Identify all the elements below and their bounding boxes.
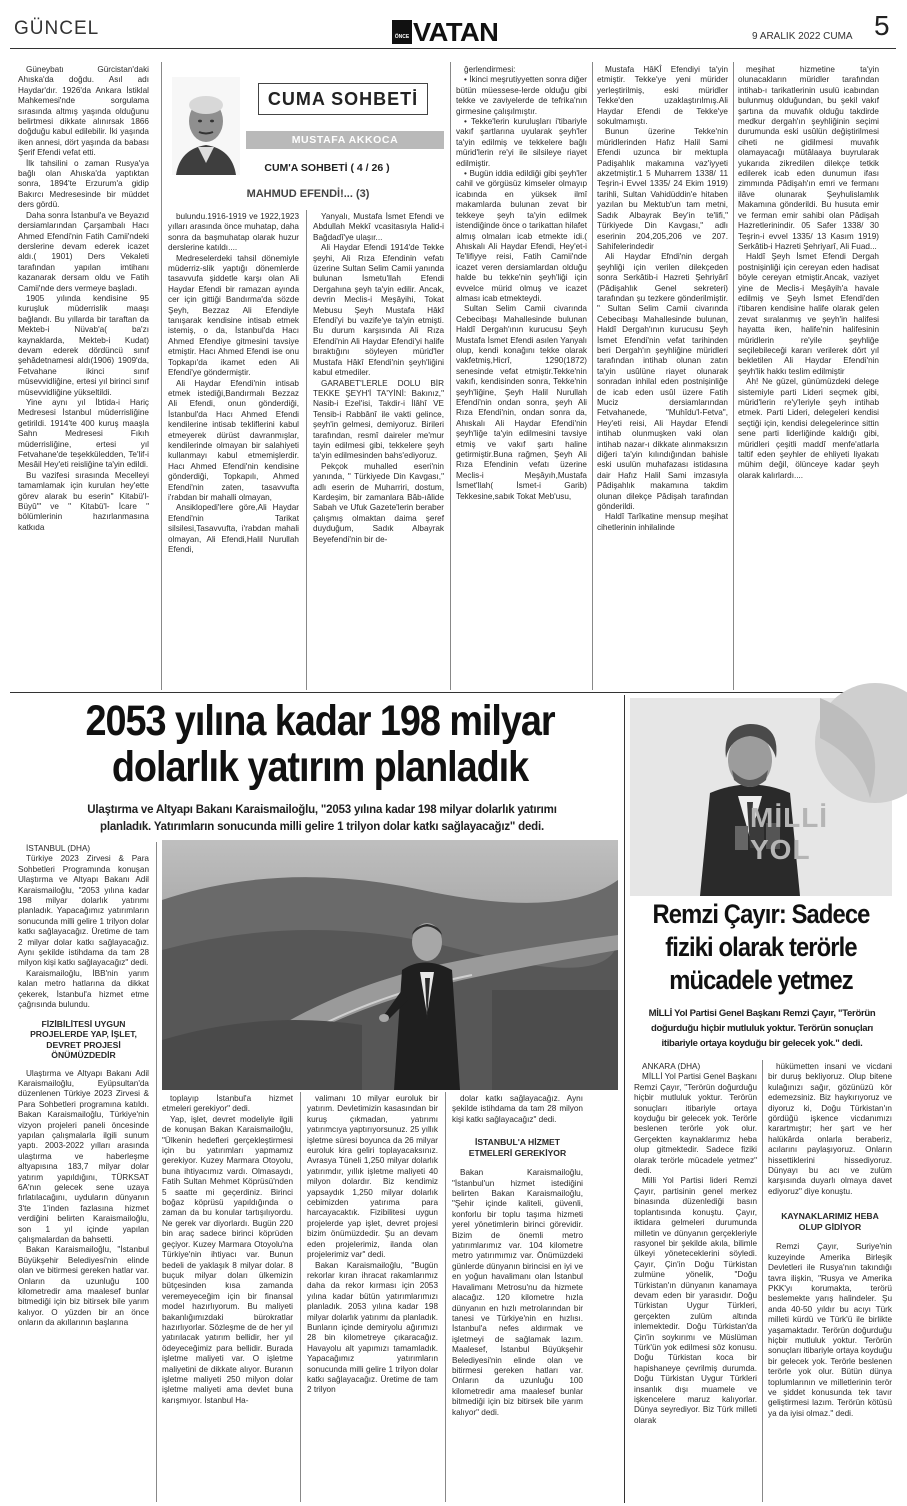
column-divider xyxy=(156,842,157,1502)
paragraph: Ali Haydar Efendi'nin intisab etmek istediği,Bandırmalı Bezzaz Ali Efendi, onun gönderdiği, İstanbul'da Hacı Ahmed Efendi kendilerine intisab tekliflerini kabul etmeyerek dürüst davranmışlar, kendilerinde olmayan bir salahiyeti kullanmayı kabul etmemişlerdir. Hacı Ahmed Efendi'nin kendisine gönderdiği, Topkapılı, Ahmed Efendi'nin zaten, tasavvufta i'rabdan bir mahalli olmayan, xyxy=(168,378,302,502)
top-article-col-1 xyxy=(18,65,152,685)
paragraph: 1905 yılında kendisine 95 kuruşluk müderrislik maaşı bağlandı. Bu yıllarda bir taraftan da Mekteb-i Nüvab'a( ba'zı kaynaklarda, Mekteb-i Kudat) devam ederek dördüncü sınıf şehâdetnamesi aldı(1906) 1909'da, Fetvahane ikinci sınıf müsevvidliğine, ertesi yıl birinci sınıf müsevvidliğine yükseltildi. xyxy=(18,293,152,397)
paragraph: • Bugün iddia edildiği gibi şeyh'ler cahil ve görgüsüz kimseler olmayıp icabında en yüksek ilmî makamlarda bulunan zevat bir tekkeye şeyh ta'yin edilmek istendiğinde önce o tarikattan hilafet almış olmaları icab etmekte idi.( Ahıskalı Ali Haydar Efendi, Hey'et-i Te'lifiyye reisi, Fatih Camii'nde icazet veren dersiamlardan olduğu halde bu tekke'nin şeyh'liği için evvelce mürid olmuş ve icazet alması icab etmekteydi. xyxy=(456,169,590,303)
top-article-col-5 xyxy=(597,65,731,686)
minister-photo xyxy=(162,840,618,1090)
column-divider xyxy=(733,62,734,690)
paragraph: valimanı 10 milyar euroluk bir yatırım. Devletimizin kasasından bir kuruş çıkmadan, yatırımı yatırımcıya yaptırıyorsunuz. 25 yıllık işletme süresi boyunca da 26 milyar euroluk kira geliri toplayacaksınız. Avrasya Tüneli 1,250 milyar dolarlık yatırımdır, yıllık işletme maliyeti 40 milyon dolardır. Biz kendimiz yapsaydık 1,250 milyar dolarlık cebimizden yatırıma para harcayacaktık. Fizibilitesi uygun projelerde yap işlet, devret projesi bizim önümüzdedir. Şu an devam eden projelerimiz, ilanda olan projelerimiz var" dedi. xyxy=(307,1094,441,1260)
section-rule xyxy=(10,692,896,693)
side-deck-line-3: itibariyle ortaya koyduğu bir gelecek yok." dedi. xyxy=(661,1038,863,1049)
paragraph: Ali Haydar Efendi 1914'de Tekke şeyhi, Ali Rıza Efendinin vefatı üzerine Sultan Selim Camii yanında bulunan İsmetu'llah Efendi Dergahına şeyh ta'yin edilir. Ancak, devrin Meclis-i Meşâyihi, Tokat Mebusu Şeyh Mustafa Hâkî Efendi'yi bu vazife'ye ta'yin etmişti. Bu durum karşısında Ali Rıza Efendi'nin Ali Haydar Efendi'yi halife bıraktığını söyleyen mürid'ler Mustafa Hâkî Efendi'nin şeyh'liğini kabul etmediler. xyxy=(313,243,447,378)
top-article-col-3 xyxy=(313,212,447,686)
paragraph: • Tekke'lerin kuruluşları i'tibariyle vakıf şartlarına uyularak şeyh'ler ta'yin edilmiş ve tekkelere bağlı mürid'lerin re'yi ile silsileye riayet edilmiştir. xyxy=(456,117,590,168)
paragraph: bulundu.1916-1919 ve 1922,1923 yılları arasında önce muhatap, daha sonra da başmuhatap olarak huzur derslerine katıldı.... xyxy=(168,212,302,253)
column-divider xyxy=(161,62,162,690)
top-article-col-2 xyxy=(168,212,302,686)
side-deck xyxy=(630,1006,894,1051)
paragraph: Ah! Ne güzel, günümüzdeki delege sistemiyle parti Lideri seçmek gibi, mürid'lerin re'y'leriyle şeyh intihab etmek. Parti Lideri, delegeleri kendisi seçtiği için, kendisi delegelerince sittin sene parti liderliğinde kaldığı gibi, müridleri çeşitli maddî menfe'atlarla taltif eden şeyhler de ehliyeti liyakatı mühim değil, ölünceye kadar şeyh olarak kalırlardı.... xyxy=(738,377,882,480)
paragraph: meşihat hizmetine ta'yin olunacakların müridler tarafından intihab-ı tarikatlerinin usulü icabından bulunmuş olduğundan, bu şekil vakıf şartına da muvafık olduğu takdirde medkur dergah'ın şeyhliğinin seçimi durumunda eski usûlün değiştirilmesi ciheti ne gidilmesi muvafık olamayacağı mütâlaaya buyrularak yukarıda zikredilen dilekçe tetkik edilerek icab eden dunumun ifası zimmında Pâdişah'ın emri ve fermanı ilâve olunarak Şeyhulislamlık Makamına gönderildi. Bu husuta emir ve ferman emir sahibi olan Pâdişah Hazretlerinindir. 05 Safer 1338/ 30 Teşrin-i evvel 1335/ 13 Kasım 1919) Serkâtib-i Hazreti Şehriyarî, Ali Fuad... xyxy=(738,65,882,251)
subheading: KAYNAKLARIMIZ HEBA OLUP GİDİYOR xyxy=(781,1211,879,1232)
column-divider xyxy=(762,1060,763,1502)
paragraph: Yine aynı yıl İbtida-i Hariç Medresesi İstanbul müderrisliğine getirildi. 1914'te 400 kuruş maaşla Sahn Medresesi Fıkıh müderrisliğine, ertesi yıl Fetvahane'de teşekküledden, Te'lif-i Mesâil Hey'eti reisliğine ta'yin edildi. xyxy=(18,398,152,470)
column-author: MUSTAFA AKKOCA xyxy=(246,131,444,149)
paragraph: Ali Haydar Efndi'nin dergah şeyhliği için verilen dilekçeden sonra Serkâtib-i Hazreti Şehriyârî (Pâdişahlık Genel sekreteri) tarafından şu tezkere gönderilmiştir. " Sultan Selim Camii civarında Cebecibaşı Mahallesinde bulunan, Haldî Dergah'ının kurucusu Şeyh İsmet Efendi'nin vefat tarihinden beri Dergah'ın şeyhliğine müridleri tarafından intihab olunan zatın ta'yin usûlüne riayet olunarak sonradan inhilal eden postnişinliğe de icab eden usûl üzere Fatih Muciz dersiamlarından Fetvahanede, "Muhîdu'l-Fetva", Hey'eti reisi, Ali Haydar Efendi intihab olunmuşken vaki olan intihab nazar-ı dikkate alınmaksızın diğeri ta'yin kılındığından bahisle eski usulün muhafazası istidasına dair Hafız Halil Sami imzasıyla Pâdişahlık makamına takdim olunan dilekçe Pâdişah tarafından gönderildi. xyxy=(597,252,731,512)
main-headline xyxy=(20,698,620,790)
paragraph: Karaismailoğlu, İBB'nin yarım kalan metro hatlarına da dikkat çekerek, İstanbul'a hizmet etme çağrısında bulundu. xyxy=(18,968,152,1010)
paragraph: Yap, işlet, devret modeliyle ilgili de konuşan Bakan Karaismailoğlu, "Ülkenin hedefleri gerçekleştirmesi için bu yatırımları yapmamız gerekiyor. Kuzey Marmara Otoyolu, buna ihtiyacımız vardı. Olmasaydı, Fatih Sultan Mehmet Köprüsü'nden 5 saatte mi geçerdiniz. Birinci boğaz köprüsü yapıldığında o zaman da bu konular tartışılıyordu. Ne gerek var diyorlardı. Bugün 220 bin araç sadece birinci köprüden geçiyor. Kuzey Marmara Otoyolu'na Türkiye'nin ihtiyacı var. Bunun bedeli de yaklaşık 8 milyar dolar. 8 buçuk milyar doları ülkemizin bütçesinden kısa zamanda veremeyeceğim için bir finansal model hazırlıyorum. Bu maliyeti bakanlığımızdaki bürokratlar hazırlıyorlar. Sözleşme de de her yıl yatırılacak yatırım bellidir, her yıl ödeyeceğimiz para bellidir. Burada işletme maliyeti var. O işletme maliyetini de dikkate alıyor. Buranın işletme maliyeti 250 milyon dolar işletme maliyeti ama devlet buna karışmıyor. İstanbul Ha- xyxy=(162,1114,296,1405)
masthead xyxy=(0,0,907,50)
logo-wordmark: VATAN xyxy=(413,17,499,47)
paragraph: Türkiye 2023 Zirvesi & Para Sohbetleri Programında konuşan Ulaştırma ve Altyapı Bakanı Adil Karaismailoğlu, "2053 yılına kadar 198 milyar dolarlık yatırımı planladık. Yapacağımız yatırımların sonucunda milli gelire 1 trilyon dolar katkı sağlayacağız. Üretime de tam 2 milyar dolar katkı sağlayacağız. Aynı şekilde istihdama da tam 28 milyon kişi katkı sağlayacağız" dedi. xyxy=(18,854,152,968)
subheading: İSTANBUL'A HİZMET ETMELERİ GEREKİYOR xyxy=(468,1137,567,1158)
paragraph: Pekçok muhalled eseri'nin yanında, " Türkiyede Din Kavgası," adlı eserin de Muharriri, dostum, Kardeşim, bir zamanlara Bâb-ıâlide Sabah ve Ufuk Gazete'lerin beraber çalışmış olmaktan daima şeref duyduğum, Sadık Albayrak Beyefendi'nin bir de- xyxy=(313,461,447,544)
paragraph: Bu vazifesi sırasında Mecelleyi tamamlamak için kurulan hey'ette görev alarak bu eserin" Kitabü'l-Büyû'" ve " Kitabü'l- İcare " bölümlerinin hazırlanmasına katkıda xyxy=(18,470,152,532)
paragraph: Bakan Karaismailoğlu, "İstanbul'un hizmet istediğini belirten Bakan Karaismailoğlu, "Şehir içinde kaliteli, güvenli, konforlu bir toplu taşıma hizmeti yerel yönetimlerin birinci görevidir. Bizim de önemli metro yatırımlarımız var. 104 kilometre metro yatırımımız var. Önümüzdeki günlerde dünyanın birincisi en iyi ve en yoğun havalimanı olan İstanbul Havalimanı Metrosu'nu da hizmete alacağız. 120 kilometre hızla dünyanın en hızlı metrolarından bir tanesi ve Türkiye'nin en hızlısı. İstanbul'a nefes aldırmak ve işletmeyi de sağlamak lazım. Maalesef, İstanbul Büyükşehir Belediyesi'nin elinde olan ve bitirmesi gereken hatları var. Onların da uzunluğu 100 kilometredir ama maalesef bunlar bitmediği için biz bitirsek bile yarım kalıyor" dedi. xyxy=(452,1168,586,1417)
column-subtitle: MAHMUD EFENDİ!... (3) xyxy=(246,188,370,200)
main-headline-line-2: dolarlık yatırım planladık xyxy=(111,743,529,791)
photo-background-text: MİLLİ YOL xyxy=(750,802,829,865)
side-headline-line-2: fiziki olarak terörle xyxy=(665,932,857,962)
main-article-col-1 xyxy=(18,844,152,1504)
paragraph: Bakan Karaismailoğlu, "İstanbul Büyükşehir Belediyesi'nin elinde olan ve bitirmesi gereken hatlar var. Onların da uzunluğu 100 kilometredir ama maalesef bunlar bitmediği için biz bitirsek bile yarım kalıyor. O yüzden bir an önce onların da akıllarının başlarına xyxy=(18,1245,152,1328)
section-name: GÜNCEL xyxy=(14,18,100,39)
paragraph: hükümetten insani ve vicdani bir duruş bekliyoruz. Olup bitene kulağınızı sağır, gözünüzü kör edemezsiniz. Biz haykırıyoruz ve diyoruz ki, Doğu Türkistan'ın gördüğü işkence vicdanımızı karartmıştır; her şart ve her halükârda onlarla beraberiz, acılarını paylaşıyoruz. Onların hissettiklerini hissediyoruz. Dünyayı bu acı ve zulüm karşısında duyarlı olmaya davet ediyoruz" diye konuştu. xyxy=(768,1062,895,1196)
paragraph: Bunun üzerine Tekke'nin müridlerinden Hafız Halil Sami Efendi uzunca bir mektupla Padişahlık makamına vaz'iyyeti akzetmiştir.1 5 Muharrem 1338/ 11 Teşrin-i Evvel 1335/ 24 Ekim 1919) tarihli, Sultan Vahidüddin'e hitaben yazılan bu Mektub'un tam metni, Sadık Albayrak Bey'in te'lifi," Türkiyede Din Kavgası," adlı eserinin 204,205,206 ve 207. Sahifelerindedir xyxy=(597,127,731,251)
top-article-col-4 xyxy=(456,65,590,686)
issue-date: 9 ARALIK 2022 CUMA xyxy=(752,31,853,42)
main-article-col-3 xyxy=(307,1094,441,1504)
paragraph: Ulaştırma ve Altyapı Bakanı Adil Karaismailoğlu, Eyüpsultan'da düzenlenen Türkiye 2023 Zirvesi & Para Sohbetleri programına katıldı. Bakan Karaismailoğlu, Türkiye'nin vizyon projeleri paneli öncesinde yapılan çalışmalarla ilgili sunum yaptı. 2003-2022 yılları arasında ulaştırma ve haberleşme altyapısına 183,7 milyar dolar yatırım yapıldığını, TÜRKSAT 6A'nın gelecek sene uzaya fırlatılacağını, uyduların dünyanın 3'te 1'inden fazlasına hizmet verdiğini belirten Karaismailoğlu, son 1 yıl içinde yapılan çalışmalardan da bahsetti. xyxy=(18,1068,152,1244)
paragraph: Haldî Şeyh İsmet Efendi Dergah postnişinliği için cereyan eden hadisat böyle cereyan etmiştir.Ancak, vaziyet yine de Meclis-i Meşâyih'a havale edilmiş ve Şeyh İsmet Efendi'den i'tibaren kendisine halife olarak gelen zevat sıralanmış ve şeyh'in halifesi hayatta iken, halife'nin halifesinin müridlerin re'yile şeyhliğe seçilebileceği kararı verilerek dört yıl bekletilen Ali Haydar Efendi'nin şeyh'lik hakkı teslim edilmiştir xyxy=(738,252,882,376)
paragraph: toplayıp İstanbul'a hizmet etmeleri gerekiyor" dedi. xyxy=(162,1094,296,1114)
column-divider xyxy=(450,62,451,690)
side-headline-line-3: mücadele yetmez xyxy=(669,965,853,995)
masthead-rule xyxy=(10,48,896,49)
main-article-col-2 xyxy=(162,1094,296,1504)
side-deck-line-1: MİLLİ Yol Partisi Genel Başkanı Remzi Çayır, "Terörün xyxy=(648,1008,876,1019)
paragraph: MİLLİ Yol Partisi Genel Başkanı Remzi Çayır, "Terörün doğurduğu hiçbir mutluluk yoktur. Terörün sonuçları itibariyle ortaya koyduğu bir gelecek yok. Terörle beslenen terörle yok olur. Gerçekten kaynaklarımız heba olup gitmektedir. Sadece fiziki olarak terörle mücadele yetmez" dedi. xyxy=(634,1072,760,1176)
paragraph: Sultan Selim Camii civarında Cebecibaşı Mahallesinde bulunan Haldî Dergah'ının kurucusu Şeyh Mustafa İsmet Efendi asılen Yanyalı olup, kendi konağını tekke olarak vakfetmiş,Hicrî, 1290(1872) senesinde vefat etmiştir.Tekke'nin vakıfı, kendisinden sonra, Tekke'nin şeyh'liğine, Şeyh Halil Nurullah Efendi'nin ondan sonra, şeyh Ali Rıza Efendi'nin, ondan sonra da, Ahıskalı Ali Haydar Efendi'nin şeyh'liğe ta'yin edilmesini tavsiye etmiş ve vakıf şartı haline getirmiştir.Buna rağmen, Şeyh Ali Rıza Efendinin vefatı üzerine Meclis-i Meşâyıh,Mustafa İsmet'llah( İsmet-i Garib) Tekkesine,sabık Tokat Meb'usu, xyxy=(456,304,590,501)
paragraph: Haldî Tarîkatine mensup meşihat cihetlerinin inhilalinde xyxy=(597,512,731,532)
paragraph: Bakan Karaismailoğlu, "Bugün rekorlar kıran ihracat rakamlarımız daha da rekor kırması için 2053 yılına kadar bütün yatırımlarımızı planladık. 2053 yılına kadar 198 milyar dolarlık yatırımı da planladık. Bunların içinde demiryolu ağırımızı 28 bin kilometreye çıkaracağız. Havayolu alt yapımızı tamamladık. Yapacağımız yatırımların sonucunda milli gelire 1 trilyon dolar katkı sağlayacağız. Üretime de tam 2 trilyon xyxy=(307,1260,441,1395)
paragraph: ANKARA (DHA) xyxy=(642,1062,701,1071)
column-series: CUM'A SOHBETİ ( 4 / 26 ) xyxy=(264,162,390,174)
page-number: 5 xyxy=(874,10,890,41)
top-article-col-6 xyxy=(738,65,882,686)
paragraph: Mustafa HâKÎ Efendiyi ta'yin etmiştir. Tekke'ye yeni mürider yerleştirilmiş, eski müridler Tekke'den uzaklaştırılmış.Ali Haydar Efendi de Tekke'ye sokulmamıştı. xyxy=(597,65,731,127)
column-title: CUMA SOHBETİ xyxy=(258,83,428,115)
paragraph: • İkinci meşrutiyyetten sonra diğer bütün müessese-lerde olduğu gibi tekke ve zaviyelerde de tefrika'nın girmesine çalışılmıştır. xyxy=(456,75,590,116)
paragraph: Remzi Çayır, Suriye'nin kuzeyinde Amerika Birleşik Devletleri ile Rusya'nın takındığı tavra ilişkin, "Rusya ve Amerika PKK'yı korumakta, terörü beslemekte yarış halindeler. Şu anda 40-50 yıldır bu acıyı Türk milleti kürdü ve Türk'ü ile birlikte yaşamaktadır. Terörün doğurduğu hiçbir mutluluk yoktur. Terörün sonuçları itibariyle ortaya koyduğu bir gelecek yok. Terörle beslenen terörle yok olur. Bütün dünya toplumlarının ve milletlerinin terör ve şiddet konusunda tek tavır geliştirmesi lazım. Terörün kötüsü ya da iyisi olmaz." dedi. xyxy=(768,1242,895,1418)
paragraph: GARABET'LERLE DOLU BİR TEKKE ŞEYH'İ TA'YİNİ: Bakınız," Nasib-i Ezel'isi, Takdir-i İlâhî VE Tensib-i Rabbânî ile vakti gelince, şeyh'in gelmesi, demiyoruz. Birileri tarafından, resmî daireler me'mur tayin edilmesi gibi, tekkelere şeyh ta'yin edilmesinden bahs'ediyoruz. xyxy=(313,378,447,461)
column-divider xyxy=(445,1092,446,1502)
main-deck-line-2: planladık. Yatırımların sonucunda milli gelire 1 trilyon dolar katkı sağlayacağız" dedi. xyxy=(100,821,544,833)
paragraph: dolar katkı sağlayacağız. Aynı şekilde istihdama da tam 28 milyon kişi katkı sağlayacağız" dedi. xyxy=(452,1094,586,1124)
column-header-box xyxy=(168,67,446,187)
main-headline-line-1: 2053 yılına kadar 198 milyar xyxy=(85,697,555,745)
author-portrait xyxy=(172,77,240,175)
subheading: FİZİBİLİTESİ UYGUN PROJELERDE YAP, İŞLET, DEVRET PROJESİ ÖNÜMÜZDEDİR xyxy=(30,1018,137,1060)
logo-badge-icon xyxy=(392,20,412,44)
paragraph: İSTANBUL (DHA) xyxy=(26,844,91,853)
side-article-col-2 xyxy=(768,1062,895,1504)
side-headline xyxy=(628,898,894,997)
paragraph: Ansiklopedi'lere göre,Ali Haydar Efendi'nin Tarikat silsilesi,Tasavvufta, i'rabdan mahali olmayan, Ali Efendi,Halil Nurullah Efendi, xyxy=(168,503,302,554)
politician-photo xyxy=(630,698,892,896)
paragraph: ğerlendirmesi: xyxy=(464,65,516,74)
logo-badge-text: ÖNCE xyxy=(394,34,410,40)
main-article-col-4 xyxy=(452,1094,586,1504)
section-divider xyxy=(624,695,625,1503)
side-article-col-1 xyxy=(634,1062,760,1504)
side-deck-line-2: doğurduğu hiçbir mutluluk yoktur. Terörün sonuçları xyxy=(650,1023,874,1034)
paragraph: Daha sonra İstanbul'a ve Beyazıd dersiamlarından Çarşambalı Hacı Ahmed Efendi'nin Fatih Camii'ndeki derslerine devam ederek icazet aldı.( 1901) Ders Vekaleti tarafından yapılan imtihanı kazanarak dersam oldu ve Fatih Camii'nde ders vermeye başladı. xyxy=(18,210,152,293)
column-divider xyxy=(592,62,593,690)
column-divider xyxy=(306,210,307,690)
paragraph: İlk tahsilini o zaman Rusya'ya bağlı olan Ahıska'da yaptıktan sonra, 1894'te Erzurum'a gidip Bakırcı Medresesinde bir müddet ders gördü. xyxy=(18,158,152,210)
main-deck-line-1: Ulaştırma ve Altyapı Bakanı Karaismailoğlu, "2053 yılına kadar 198 milyar dolarlık yatırımı xyxy=(87,804,557,816)
paragraph: Yanyalı, Mustafa İsmet Efendi ve Abdullah Mekkî vcasitasıyla Halid-i Bağdadî'ye ulaşır... xyxy=(313,212,447,242)
paragraph: Medreselerdeki tahsil dönemiyle müderriz-slik yaptığı dönemlerde tasavvufa şiddetle karşı olan Ali Haydar Efendi bir ramazan ayında cer için gittiği Bandırma'da sözde Şeyh, Bezzaz Ali Efendiyle tanışarak kendisine intisab etmek istemiş, o da, İstanbul'da Hacı Ahmed Efendiye gitmesini tavsiye etmiştir. Hacı Ahmed Efendi ise onu Topkapı'da ikamet eden Ali Efendi'ye göndermiştir. xyxy=(168,253,302,378)
main-deck xyxy=(22,802,622,836)
newspaper-logo xyxy=(392,19,515,46)
side-headline-line-1: Remzi Çayır: Sadece xyxy=(652,899,870,929)
paragraph: Milli Yol Partisi lideri Remzi Çayır, partisinin genel merkez binasında düzenlediği basın toplantısında konuştu. Çayır, iktidara gelmeleri durumunda milletin ve dünyanın gerçekleriyle rasyonel bir şekilde akıla, bilimle ülkeyi yöneteceklerini söyledi. Çayır, Çin'in Doğu Türkistan zulmüne yönelik, "Doğu Türkistan'ın dünyanın kanamaya devam eden bir yarasıdır. Doğu Türkistan Uygur Türkleri, gerçekten zulüm altında inlemektedir. Doğu Türkistan'da Çin'in soykırımı ve Müslüman Türk'ün yok edilmesi söz konusu. Doğu Türkistan koca bir hapishaneye çevrilmiş durumda. Doğu Türkistan Uygur Türkleri insanlık dışı muamele ve işkencelere maruz kalıyorlar. Dünya seyrediyor. Biz Türk milleti olarak xyxy=(634,1176,760,1425)
paragraph: Güneybatı Gürcistan'daki Ahıska'da doğdu. Asıl adı Haydar'dır. 1926'da Ankara İstiklal Mahkemesi'nde sorgulama sırasında altmış yaşında olduğunu belirtmesi dikkate alınırsak 1866 doğduğu kabul edilebilir. İki yaşında iken annesi, dört yaşında da babası Şerif Efendi vefat etti. xyxy=(18,65,152,158)
column-divider xyxy=(300,1092,301,1502)
